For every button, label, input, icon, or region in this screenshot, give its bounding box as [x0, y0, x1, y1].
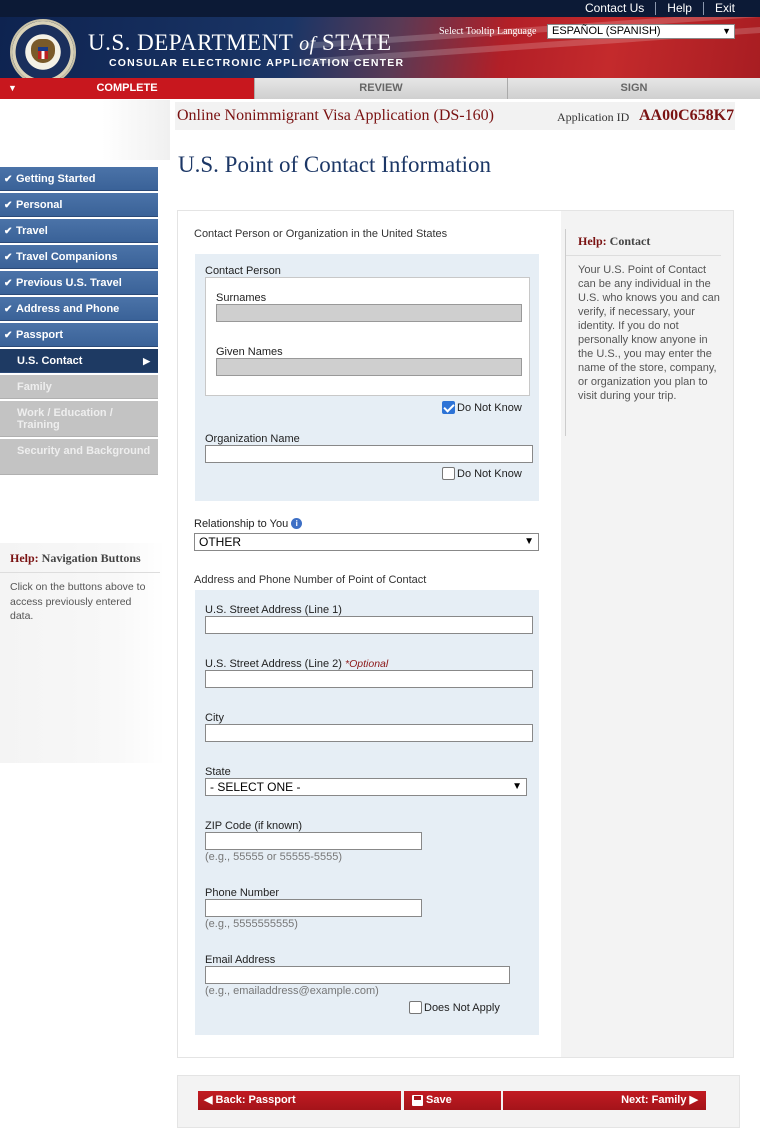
- step-sign[interactable]: SIGN: [507, 78, 760, 99]
- state-value: - SELECT ONE -: [210, 780, 301, 794]
- help-navigation-title: [10, 551, 141, 566]
- page-title: U.S. Point of Contact Information: [178, 152, 492, 177]
- check-icon: ✔: [4, 174, 13, 185]
- help-contact-panel: [565, 229, 720, 436]
- surnames-input[interactable]: [216, 304, 522, 322]
- save-button-label: Save: [426, 1094, 452, 1106]
- phone-input[interactable]: [205, 899, 422, 917]
- sidebar-item-travel[interactable]: [0, 219, 158, 243]
- optional-marker: *Optional: [345, 658, 389, 670]
- application-header: [175, 102, 735, 130]
- department-title-of: of: [299, 33, 316, 55]
- address-section-heading: Address and Phone Number of Point of Contact: [194, 574, 427, 586]
- street1-input[interactable]: [205, 616, 533, 634]
- sidebar-item-previous-us-travel[interactable]: [0, 271, 158, 295]
- help-navigation-text: Click on the buttons above to access previously entered data.: [10, 581, 146, 622]
- triangle-right-icon: ▶: [143, 356, 150, 366]
- triangle-down-icon: ▼: [8, 83, 17, 93]
- tooltip-language-select[interactable]: [547, 24, 735, 39]
- street2-label-text: U.S. Street Address (Line 2): [205, 658, 342, 670]
- zip-input[interactable]: [205, 832, 422, 850]
- sidebar-shade: [0, 100, 170, 160]
- application-id-label: Application ID: [557, 110, 630, 124]
- help-label: Help:: [10, 551, 39, 565]
- sidebar-item-address-and-phone[interactable]: [0, 297, 158, 321]
- zip-label: ZIP Code (if known): [205, 820, 303, 832]
- help-link[interactable]: Help: [655, 2, 703, 15]
- sidebar-item-label: Work / Education / Training: [17, 407, 113, 431]
- save-icon: [412, 1095, 423, 1106]
- info-icon[interactable]: i: [291, 518, 302, 529]
- step-review[interactable]: REVIEW: [254, 78, 507, 99]
- check-icon: ✔: [4, 330, 13, 341]
- sidebar-item-getting-started[interactable]: [0, 167, 158, 191]
- street2-input[interactable]: [205, 670, 533, 688]
- bottom-navigation: [177, 1075, 740, 1128]
- sidebar-item-label: Travel Companions: [16, 251, 118, 263]
- sidebar-item-security-and-background[interactable]: [0, 439, 158, 475]
- application-title: Online Nonimmigrant Visa Application (DS-160): [177, 107, 494, 124]
- zip-hint: (e.g., 55555 or 55555-5555): [205, 851, 342, 863]
- help-contact-text: Your U.S. Point of Contact can be any individual in the U.S. who knows you and can verify, if necessary, your identity. If you do not personally know anyone in the U.S., you may enter the name of the store, company, or organization you plan to visit during your trip.: [578, 264, 720, 402]
- organization-do-not-know[interactable]: [442, 467, 522, 480]
- check-icon: ✔: [4, 304, 13, 315]
- contact-section-heading: Contact Person or Organization in the United States: [194, 228, 448, 240]
- email-hint: (e.g., emailaddress@example.com): [205, 985, 379, 997]
- sidebar-item-us-contact[interactable]: [0, 349, 158, 373]
- next-button-label: Next: Family: [621, 1094, 687, 1106]
- help-label: Help:: [578, 234, 607, 248]
- next-button[interactable]: Next: Family ▶: [503, 1091, 706, 1110]
- given-names-input[interactable]: [216, 358, 522, 376]
- city-label: City: [205, 712, 224, 724]
- step-complete[interactable]: [0, 78, 254, 99]
- top-links-bar: [0, 0, 760, 17]
- department-title-part: STATE: [321, 30, 392, 55]
- contact-us-link[interactable]: Contact Us: [584, 1, 645, 15]
- do-not-know-label: Do Not Know: [457, 401, 522, 414]
- sidebar-item-work-education-training[interactable]: [0, 401, 158, 437]
- street2-label: [205, 658, 388, 670]
- tooltip-language-value: ESPAÑOL (SPANISH): [552, 25, 661, 37]
- divider: [566, 255, 721, 256]
- sidebar-item-label: Security and Background: [17, 445, 151, 457]
- street1-label: U.S. Street Address (Line 1): [205, 604, 342, 616]
- contact-person-do-not-know[interactable]: [442, 401, 522, 414]
- relationship-value: OTHER: [199, 535, 241, 549]
- department-title-part: U.S. DEPARTMENT: [88, 30, 293, 55]
- sidebar-item-label: Address and Phone: [16, 303, 120, 315]
- back-button[interactable]: ◀ Back: Passport: [198, 1091, 401, 1110]
- top-links: [574, 2, 746, 15]
- sidebar-nav: [0, 167, 158, 477]
- chevron-down-icon: ▼: [722, 26, 731, 36]
- city-input[interactable]: [205, 724, 533, 742]
- chevron-down-icon: ▼: [524, 536, 534, 547]
- contact-person-label: Contact Person: [205, 265, 281, 277]
- relationship-label-text: Relationship to You: [194, 518, 289, 530]
- check-icon: ✔: [4, 278, 13, 289]
- tooltip-language-label: Select Tooltip Language: [439, 26, 537, 37]
- does-not-apply-checkbox[interactable]: [409, 1001, 422, 1014]
- check-icon: ✔: [4, 200, 13, 211]
- sidebar-item-label: Getting Started: [16, 173, 96, 185]
- exit-link[interactable]: Exit: [703, 2, 746, 15]
- email-label: Email Address: [205, 954, 276, 966]
- do-not-know-checkbox[interactable]: [442, 467, 455, 480]
- email-input[interactable]: [205, 966, 510, 984]
- help-topic: Contact: [609, 234, 651, 248]
- relationship-select[interactable]: [194, 533, 539, 551]
- help-contact-title: [578, 234, 650, 249]
- shield-icon: [38, 47, 48, 59]
- application-id: AA00C658K7: [639, 107, 735, 124]
- sidebar-item-travel-companions[interactable]: [0, 245, 158, 269]
- sidebar-item-label: Family: [17, 381, 52, 393]
- sidebar-item-family[interactable]: [0, 375, 158, 399]
- state-select[interactable]: [205, 778, 527, 796]
- progress-steps: [0, 78, 760, 99]
- sidebar-item-label: Personal: [16, 199, 63, 211]
- sidebar-item-label: Previous U.S. Travel: [16, 277, 122, 289]
- chevron-down-icon: ▼: [512, 781, 522, 792]
- state-label: State: [205, 766, 231, 778]
- email-does-not-apply[interactable]: [409, 1001, 500, 1014]
- organization-name-label: Organization Name: [205, 433, 300, 445]
- do-not-know-label: Do Not Know: [457, 467, 522, 480]
- department-title: [88, 30, 392, 56]
- back-button-label: Back: Passport: [215, 1094, 296, 1106]
- phone-label: Phone Number: [205, 887, 279, 899]
- relationship-label: [194, 518, 302, 530]
- divider: [0, 572, 160, 573]
- surnames-label: Surnames: [216, 292, 267, 304]
- organization-name-input[interactable]: [205, 445, 533, 463]
- department-subtitle: CONSULAR ELECTRONIC APPLICATION CENTER: [109, 57, 405, 69]
- does-not-apply-label: Does Not Apply: [424, 1001, 500, 1014]
- step-complete-label: COMPLETE: [96, 82, 158, 94]
- help-navigation-panel: [0, 543, 165, 763]
- phone-hint: (e.g., 5555555555): [205, 918, 298, 930]
- sidebar-item-label: U.S. Contact: [17, 355, 83, 367]
- do-not-know-checkbox[interactable]: [442, 401, 455, 414]
- help-topic: Navigation Buttons: [41, 551, 141, 565]
- department-seal-icon: [10, 19, 76, 78]
- save-button[interactable]: [404, 1091, 501, 1110]
- site-banner: [0, 17, 760, 78]
- sidebar-item-passport[interactable]: [0, 323, 158, 347]
- given-names-label: Given Names: [216, 346, 283, 358]
- sidebar-item-label: Travel: [16, 225, 48, 237]
- sidebar-item-personal[interactable]: [0, 193, 158, 217]
- check-icon: ✔: [4, 226, 13, 237]
- sidebar-item-label: Passport: [16, 329, 64, 341]
- check-icon: ✔: [4, 252, 13, 263]
